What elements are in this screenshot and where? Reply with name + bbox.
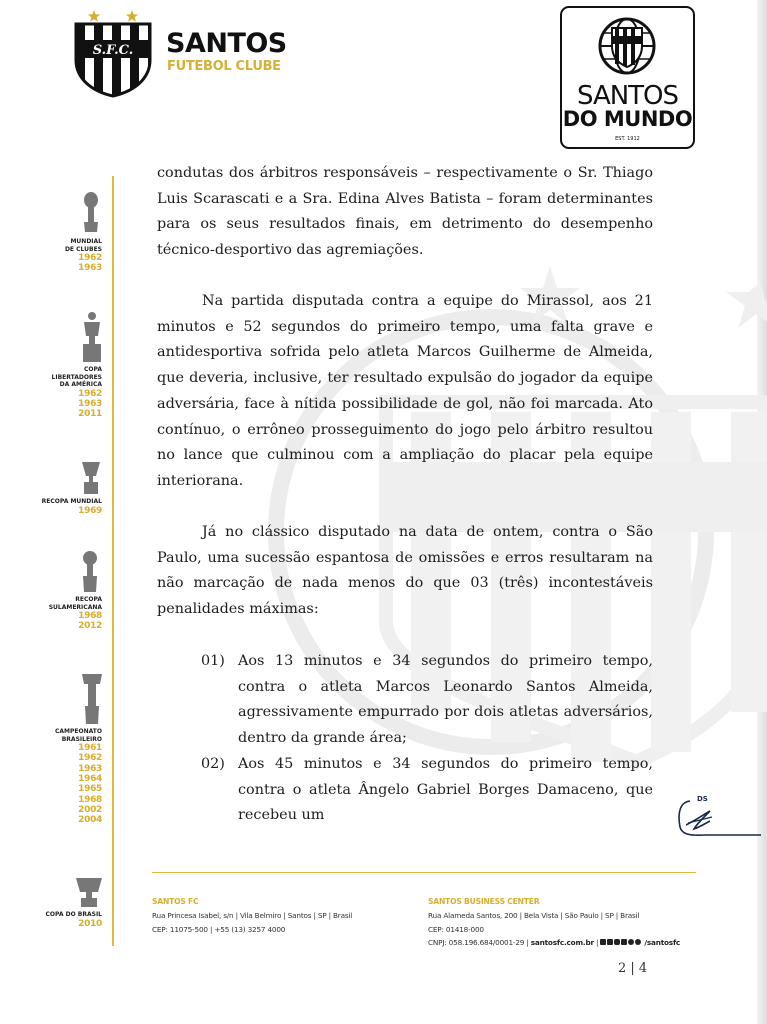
footer-heading: SANTOS BUSINESS CENTER: [428, 897, 540, 906]
trophy-title: RECOPA SULAMERICANA: [48, 596, 102, 611]
santos-logo: [72, 6, 287, 98]
social-media-icon: [600, 939, 644, 946]
initials-signature-icon: [676, 797, 761, 837]
santos-crest-icon: [72, 6, 154, 98]
body-paragraph-2: [157, 289, 653, 495]
trophy-years: 1968 2012: [78, 611, 102, 632]
social-handle[interactable]: /santosfc: [644, 938, 681, 948]
trophy-years: 2010: [78, 918, 102, 929]
brand-name: SANTOS: [166, 28, 287, 59]
body-paragraph-3: [157, 520, 653, 623]
recopa-sulamericana-trophy-icon: [80, 550, 100, 594]
trophy-years: 1961 1962 1963 1964 1965 1968 2002 2004: [78, 743, 102, 826]
recopa-mundial-trophy-icon: [80, 460, 102, 496]
trophy-title: CAMPEONATO BRASILEIRO: [54, 728, 102, 743]
website-link[interactable]: santosfc.com.br: [530, 938, 594, 948]
footer-divider: [152, 872, 696, 873]
trophy-years: 1969: [78, 505, 102, 516]
trophy-years: 1962 1963 2011: [78, 388, 102, 420]
list-text: Aos 45 minutos e 34 segundos do primeiro tempo, contra o atleta Ângelo Gabriel Borges Damaceno, que recebeu um: [238, 756, 653, 824]
badge-line-2: DO MUNDO: [562, 107, 693, 131]
badge-line-1: SANTOS: [576, 81, 679, 111]
globe-crest-icon: [560, 6, 695, 81]
trophy-title: COPA LIBERTADORES DA AMÉRICA: [51, 366, 102, 388]
libertadores-trophy-icon: [80, 312, 104, 364]
santos-do-mundo-badge: [560, 6, 695, 149]
badge-est: EST. 1912: [615, 136, 640, 142]
brasileiro-trophy-icon: [80, 672, 104, 726]
paragraph-text: Na partida disputada contra a equipe do Mirassol, aos 21 minutos e 52 segundos do primeiro tempo, uma falta grave e antidesportiva sofrida pelo atleta Marcos Guilherme de Almeida, que deveria, inclusive, ter resultado expulsão do jogador da equipe adversária, face à nítida possibilidade de gol, não foi marcada. Ato contínuo, o errôneo prosseguimento do jogo pelo árbitro resultou no lance que culminou com a ampliação do placar pela equipe interiorana.: [157, 293, 653, 489]
list-number: 02): [201, 756, 225, 772]
brand-subtitle: FUTEBOL CLUBE: [167, 59, 281, 74]
social-icons: [600, 937, 644, 951]
list-text: Aos 13 minutos e 34 segundos do primeiro tempo, contra o atleta Marcos Leonardo Santos Almeida, agressivamente empurrado por dois atletas adversários, dentro da grande área;: [238, 653, 653, 747]
copa-do-brasil-trophy-icon: [74, 876, 104, 908]
trophy-title: COPA DO BRASIL: [45, 911, 102, 918]
footer-cep-line: CEP: 01418-000: [428, 924, 484, 934]
footer-address-business-center: [428, 895, 680, 951]
footer-address-santos-fc: [152, 895, 352, 936]
footer-cnpj-line: [428, 936, 680, 951]
footer-heading: SANTOS FC: [152, 897, 199, 906]
paragraph-text: condutas dos árbitros responsáveis – respectivamente o Sr. Thiago Luis Scarascati e a Sra. Edina Alves Batista – foram determinantes para os seus resultados finais, em detrimento do desempenho técnico-desportivo das agremiações.: [157, 165, 653, 259]
initials-stamp: [676, 797, 761, 837]
separator: |: [593, 938, 601, 948]
footer-address-line: Rua Alameda Santos, 200 | Bela Vista | São Paulo | SP | Brasil: [428, 910, 640, 920]
footer-contact-line: CEP: 11075-500 | +55 (13) 3257 4000: [152, 924, 286, 934]
trophy-title: RECOPA MUNDIAL: [41, 498, 102, 505]
page-number: 2 | 4: [618, 961, 648, 976]
trophy-title: MUNDIAL DE CLUBES: [64, 238, 102, 253]
initials-text: DS: [697, 795, 708, 803]
list-number: 01): [201, 653, 225, 669]
sidebar-divider: [112, 176, 114, 946]
footer-address-line: Rua Princesa Isabel, s/n | Vila Belmiro | Santos | SP | Brasil: [152, 910, 353, 920]
cnpj-text: CNPJ: 058.196.684/0001-29 |: [428, 938, 531, 948]
body-paragraph-1: [157, 161, 653, 264]
paragraph-text: Já no clássico disputado na data de ontem, contra o São Paulo, uma sucessão espantosa de omissões e erros resultaram na não marcação de nada menos do que 03 (três) incontestáveis penalidades máximas:: [157, 524, 653, 618]
trophy-years: 1962 1963: [78, 253, 102, 274]
crest-letters: S.F.C.: [92, 43, 134, 58]
mundial-trophy-icon: [80, 192, 102, 236]
